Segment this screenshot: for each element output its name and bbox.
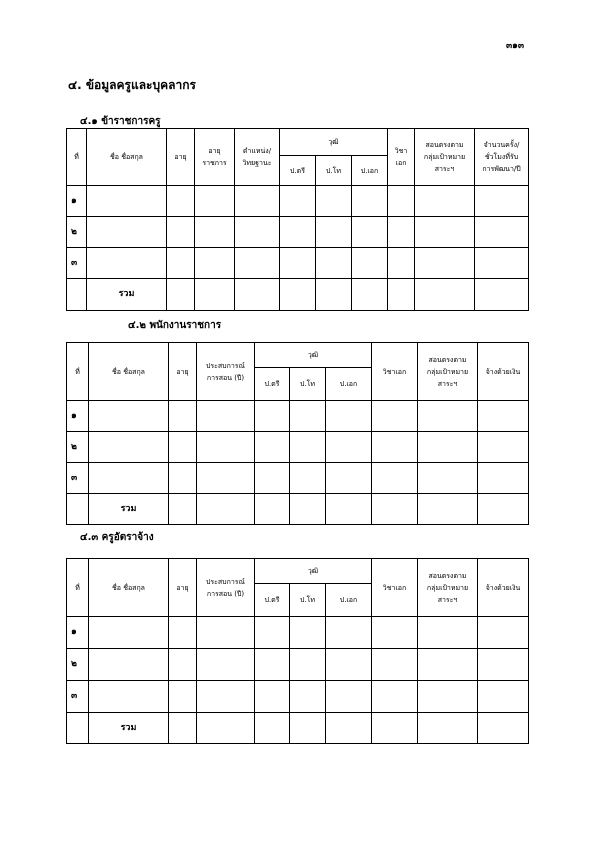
col-age: อายุ (167, 129, 195, 186)
col-degree: วุฒิ (280, 129, 388, 156)
table2-title: ๔.๒ พนักงานราชการ (128, 320, 222, 331)
col-master: ป.โท (290, 584, 326, 617)
total-label: รวม (89, 713, 169, 744)
total-row (67, 279, 529, 311)
col-position: ตำแหน่ง/ วิทยฐานะ (235, 129, 280, 186)
col-major: วิชา เอก (388, 129, 415, 186)
table-row (67, 649, 529, 681)
total-row (67, 494, 529, 525)
col-funding: จ้างด้วยเงิน (478, 559, 529, 617)
table-row (67, 248, 529, 279)
total-row (67, 713, 529, 744)
row-number: ๓ (67, 681, 89, 713)
col-bachelor: ป.ตรี (280, 156, 316, 186)
row-number: ๑ (67, 186, 87, 217)
col-training: จำนวนครั้ง/ ชั่วโมงที่รับ การพัฒนา/ปี (475, 129, 529, 186)
col-age: อายุ (169, 559, 197, 617)
row-number: ๒ (67, 432, 89, 463)
table-row (67, 432, 529, 463)
col-name: ชื่อ ชื่อสกุล (87, 129, 167, 186)
table1-title: ๔.๑ ข้าราชการครู (80, 116, 161, 127)
teacher-table (66, 128, 529, 311)
col-name: ชื่อ ชื่อสกุล (89, 343, 169, 401)
col-doctorate: ป.เอก (326, 368, 372, 401)
row-number: ๓ (67, 248, 87, 279)
col-experience: ประสบการณ์ การสอน (ปี) (197, 343, 255, 401)
col-doctorate: ป.เอก (352, 156, 388, 186)
total-label: รวม (89, 494, 169, 525)
col-degree: วุฒิ (255, 343, 372, 368)
col-service-years: อายุ ราชการ (195, 129, 235, 186)
col-master: ป.โท (290, 368, 326, 401)
table3-title: ๔.๓ ครูอัตราจ้าง (80, 532, 154, 543)
col-age: อายุ (169, 343, 197, 401)
row-number: ๒ (67, 649, 89, 681)
section-title: ๔. ข้อมูลครูและบุคลากร (68, 78, 196, 92)
col-bachelor: ป.ตรี (255, 368, 290, 401)
table-row (67, 617, 529, 649)
col-doctorate: ป.เอก (326, 584, 372, 617)
table-row (67, 463, 529, 494)
col-bachelor: ป.ตรี (255, 584, 290, 617)
col-no: ที่ (67, 129, 87, 186)
row-number: ๒ (67, 217, 87, 248)
row-number: ๓ (67, 463, 89, 494)
col-experience: ประสบการณ์ การสอน (ปี) (197, 559, 255, 617)
table-row (67, 681, 529, 713)
table-row (67, 401, 529, 432)
contract-teacher-table (66, 558, 529, 744)
page-number: ๓๑๓ (506, 41, 525, 51)
col-teaching-match: สอนตรงตาม กลุ่มเป้าหมาย สาระฯ (418, 559, 478, 617)
row-number: ๑ (67, 617, 89, 649)
col-major: วิชาเอก (372, 559, 418, 617)
col-name: ชื่อ ชื่อสกุล (89, 559, 169, 617)
total-label: รวม (87, 279, 167, 311)
col-master: ป.โท (316, 156, 352, 186)
col-major: วิชาเอก (372, 343, 418, 401)
col-funding: จ้างด้วยเงิน (478, 343, 529, 401)
row-number: ๑ (67, 401, 89, 432)
col-teaching-match: สอนตรงตาม กลุ่มเป้าหมาย สาระฯ (415, 129, 475, 186)
government-employee-table (66, 342, 529, 525)
table-row (67, 186, 529, 217)
col-teaching-match: สอนตรงตาม กลุ่มเป้าหมาย สาระฯ (418, 343, 478, 401)
table-row (67, 217, 529, 248)
col-no: ที่ (67, 343, 89, 401)
col-no: ที่ (67, 559, 89, 617)
col-degree: วุฒิ (255, 559, 372, 584)
